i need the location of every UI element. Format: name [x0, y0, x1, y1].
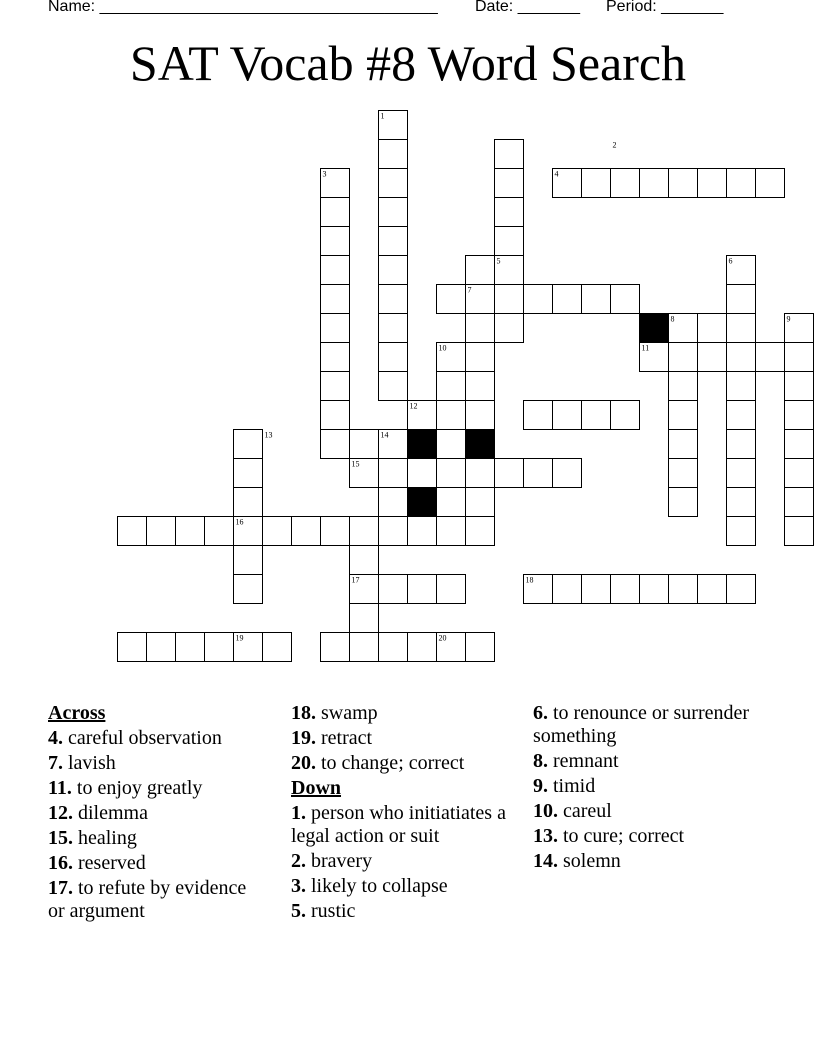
grid-cell [466, 633, 495, 662]
grid-cell [379, 314, 408, 343]
grid-cell [408, 633, 437, 662]
grid-cell [379, 633, 408, 662]
grid-cell [437, 459, 466, 488]
clue-across-19: 19. retract [291, 727, 373, 749]
clue-down-14: 14. solemn [533, 850, 621, 872]
grid-cell [350, 546, 379, 575]
grid-cell [669, 343, 698, 372]
grid-cell [176, 633, 205, 662]
grid-cell [756, 343, 785, 372]
grid-cell [785, 372, 814, 401]
grid-cell [147, 633, 176, 662]
grid-cell-blocked [408, 430, 437, 459]
clue-down-2: 2. bravery [291, 850, 373, 872]
grid-cell [350, 430, 379, 459]
cell-number: 4 [554, 169, 559, 179]
grid-cell [785, 430, 814, 459]
grid-cell [379, 343, 408, 372]
grid-cell [466, 372, 495, 401]
grid-cell [553, 459, 582, 488]
grid-cell [205, 633, 234, 662]
grid-cell [727, 169, 756, 198]
cell-number: 3 [322, 169, 327, 179]
grid-cell [437, 488, 466, 517]
clue-down-1: 1. person who initiatiates a legal action or suit [291, 802, 506, 847]
grid-cell [698, 575, 727, 604]
grid-cell [640, 575, 669, 604]
grid-cell [234, 488, 263, 517]
cell-number: 8 [670, 314, 675, 324]
grid-cell [321, 401, 350, 430]
grid-cell [321, 517, 350, 546]
grid-cell [408, 517, 437, 546]
clue-across-18: 18. swamp [291, 702, 378, 724]
clue-across-17: 17. to refute by evidence or argument [48, 877, 247, 922]
grid-cell [379, 575, 408, 604]
clue-down-5: 5. rustic [291, 900, 356, 922]
grid-cell [495, 285, 524, 314]
grid-cell [379, 488, 408, 517]
grid-cell [234, 546, 263, 575]
grid-cell [524, 401, 553, 430]
grid-cell [727, 430, 756, 459]
grid-cell [785, 517, 814, 546]
grid-cell [785, 343, 814, 372]
grid-cell [321, 633, 350, 662]
grid-cell [350, 604, 379, 633]
cell-number: 14 [380, 430, 389, 440]
grid-cell [437, 372, 466, 401]
grid-cell [466, 343, 495, 372]
grid-cell [727, 488, 756, 517]
grid-cell [669, 372, 698, 401]
grid-cell [698, 169, 727, 198]
grid-cell [234, 459, 263, 488]
grid-cell [466, 488, 495, 517]
grid-cell [495, 459, 524, 488]
grid-cell [379, 140, 408, 169]
grid-cell [408, 575, 437, 604]
grid-cell [437, 285, 466, 314]
grid-cell [321, 227, 350, 256]
grid-cell [147, 517, 176, 546]
grid-cell [234, 575, 263, 604]
grid-cell [727, 314, 756, 343]
grid-cell [495, 169, 524, 198]
grid-cell [437, 430, 466, 459]
cell-number: 2 [612, 140, 617, 150]
grid-cell [321, 285, 350, 314]
grid-cell [727, 285, 756, 314]
grid-cell [118, 633, 147, 662]
grid-cell [669, 488, 698, 517]
grid-cell [495, 198, 524, 227]
cell-number: 12 [409, 401, 418, 411]
clue-down-13: 13. to cure; correct [533, 825, 685, 847]
grid-cell [234, 430, 263, 459]
clue-down-10: 10. careul [533, 800, 612, 822]
clue-across-16: 16. reserved [48, 852, 146, 874]
clue-across-7: 7. lavish [48, 752, 116, 774]
grid-cell [466, 459, 495, 488]
grid-cell [408, 459, 437, 488]
grid-cell [727, 401, 756, 430]
grid-cell [611, 169, 640, 198]
clue-across-4: 4. careful observation [48, 727, 222, 749]
cell-number: 18 [525, 575, 534, 585]
grid-cell [756, 169, 785, 198]
clue-down-8: 8. remnant [533, 750, 619, 772]
grid-cell [669, 459, 698, 488]
date-field: Date: _______ [475, 0, 580, 15]
grid-cell [669, 430, 698, 459]
cell-number: 7 [467, 285, 472, 295]
grid-cell [669, 401, 698, 430]
across-heading: Across [48, 702, 106, 724]
grid-cell [785, 459, 814, 488]
clues-column-3 [533, 702, 763, 875]
grid-cell-blocked [640, 314, 669, 343]
clue-across-12: 12. dilemma [48, 802, 148, 824]
grid-cell [669, 575, 698, 604]
cell-number: 13 [264, 430, 273, 440]
grid-cell [495, 140, 524, 169]
grid-cell [698, 314, 727, 343]
grid-cell [466, 314, 495, 343]
cell-number: 9 [786, 314, 791, 324]
grid-cell [785, 488, 814, 517]
grid-cell [727, 575, 756, 604]
cell-number: 1 [380, 111, 385, 121]
grid-cell [669, 169, 698, 198]
grid-cell [263, 633, 292, 662]
clue-across-11: 11. to enjoy greatly [48, 777, 203, 799]
cell-number: 6 [728, 256, 733, 266]
cell-number: 16 [235, 517, 244, 527]
grid-cell [437, 517, 466, 546]
grid-cell [321, 430, 350, 459]
grid-cell [582, 169, 611, 198]
grid-cell [727, 459, 756, 488]
grid-cell [321, 314, 350, 343]
grid-cell [118, 517, 147, 546]
grid-cell [611, 401, 640, 430]
grid-cell [466, 517, 495, 546]
cell-number: 17 [351, 575, 360, 585]
grid-cell [495, 314, 524, 343]
grid-cell [321, 343, 350, 372]
grid-cell [466, 401, 495, 430]
grid-cell [379, 459, 408, 488]
grid-cell [379, 372, 408, 401]
grid-cell [611, 575, 640, 604]
grid-cell [321, 198, 350, 227]
cell-number: 11 [641, 343, 650, 353]
grid-cell [582, 575, 611, 604]
clue-down-9: 9. timid [533, 775, 596, 797]
grid-cell [379, 256, 408, 285]
grid-cell [524, 459, 553, 488]
grid-cell [350, 633, 379, 662]
grid-cell [466, 256, 495, 285]
grid-cell [611, 285, 640, 314]
grid-cell [379, 169, 408, 198]
grid-cell [437, 401, 466, 430]
grid-cell [350, 517, 379, 546]
grid-cell-blocked [408, 488, 437, 517]
cell-number: 10 [438, 343, 447, 353]
grid-cell [698, 343, 727, 372]
grid-cell [727, 343, 756, 372]
cell-number: 15 [351, 459, 360, 469]
grid-cell [379, 198, 408, 227]
grid-cell [727, 517, 756, 546]
grid-cell-blocked [466, 430, 495, 459]
clue-across-15: 15. healing [48, 827, 137, 849]
grid-cell [524, 285, 553, 314]
clues-column-1 [48, 702, 258, 925]
down-heading: Down [291, 777, 342, 799]
grid-cell [321, 256, 350, 285]
grid-cell [727, 372, 756, 401]
grid-cell [553, 285, 582, 314]
grid-cell [292, 517, 321, 546]
clues-column-2 [291, 702, 526, 925]
grid-cell [379, 517, 408, 546]
grid-cell [553, 575, 582, 604]
grid-cell [379, 285, 408, 314]
grid-cell [205, 517, 234, 546]
cell-number: 19 [235, 633, 244, 643]
grid-cell [582, 285, 611, 314]
grid-cell [321, 372, 350, 401]
clue-down-6: 6. to renounce or surrender something [533, 702, 750, 747]
grid-cell [437, 575, 466, 604]
clue-across-20: 20. to change; correct [291, 752, 465, 774]
page-title: SAT Vocab #8 Word Search [129, 35, 687, 91]
grid-cell [379, 227, 408, 256]
grid-cell [582, 401, 611, 430]
grid-cell [640, 169, 669, 198]
grid-cell [785, 401, 814, 430]
grid-cell [263, 517, 292, 546]
grid-cell [553, 401, 582, 430]
period-field: Period: _______ [606, 0, 724, 15]
name-field: Name: ______________________________________ [48, 0, 438, 15]
cell-number: 5 [496, 256, 501, 266]
clue-down-3: 3. likely to collapse [291, 875, 448, 897]
grid-cell [495, 227, 524, 256]
cell-number: 20 [438, 633, 447, 643]
grid-cell [176, 517, 205, 546]
